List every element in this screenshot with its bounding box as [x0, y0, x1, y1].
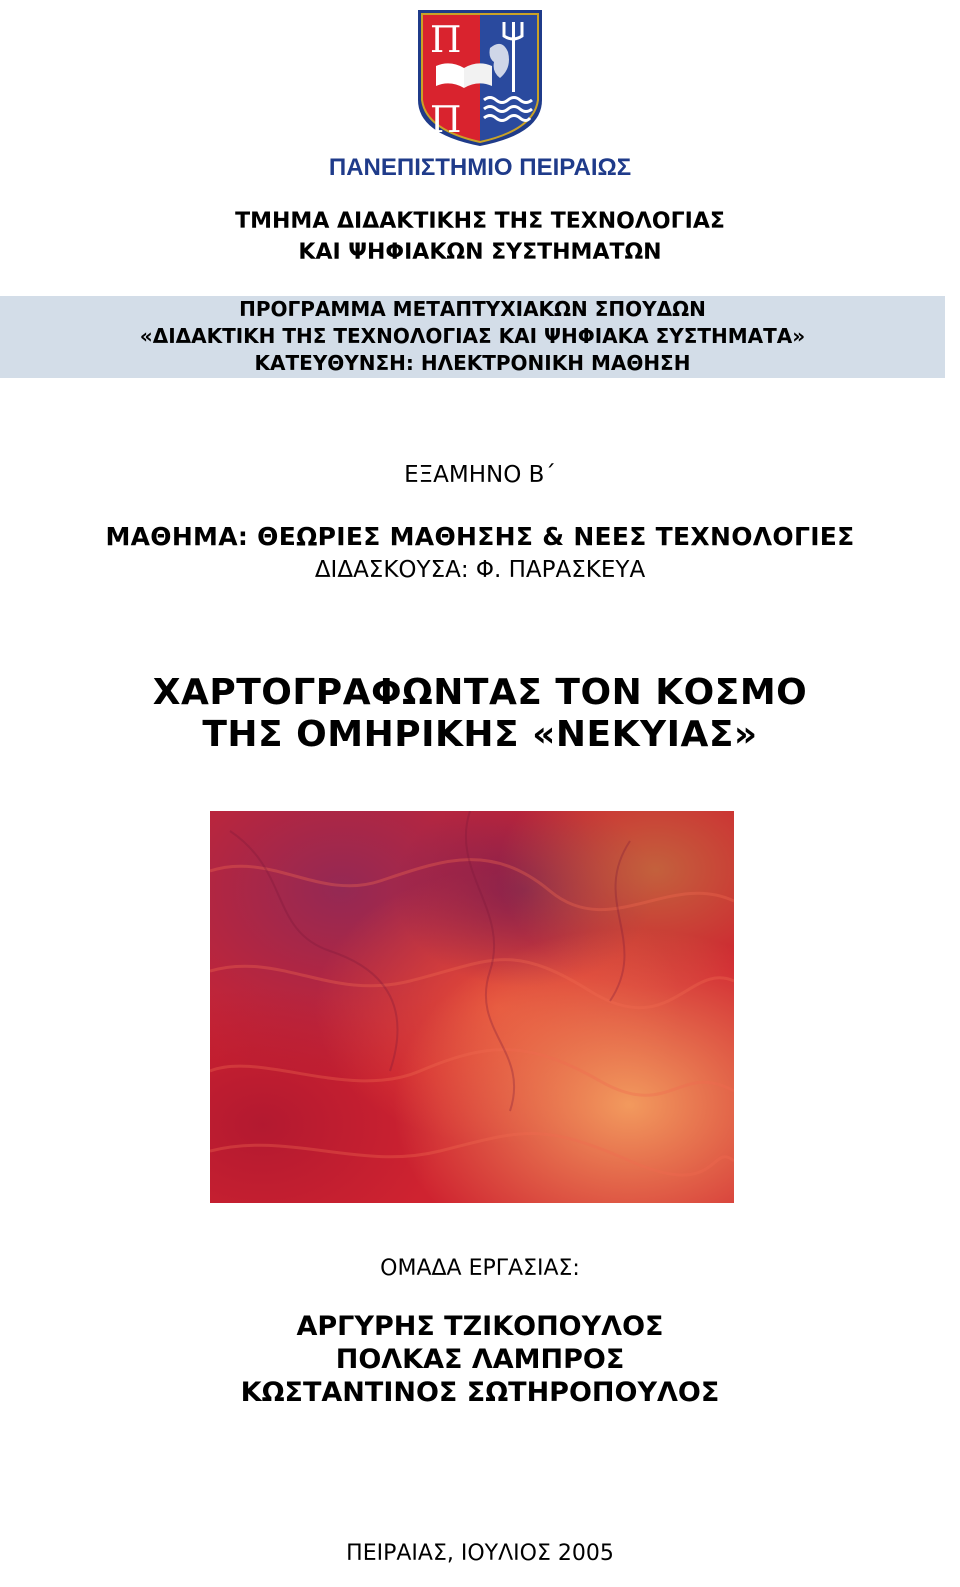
program-line-3: ΚΑΤΕΥΘΥΝΣΗ: ΗΛΕΚΤΡΟΝΙΚΗ ΜΑΘΗΣΗ — [254, 351, 691, 375]
team-member: ΠΟΛΚΑΣ ΛΑΜΠΡΟΣ — [335, 1344, 625, 1375]
program-band — [0, 296, 945, 378]
department-line-2: ΚΑΙ ΨΗΦΙΑΚΩΝ ΣΥΣΤΗΜΑΤΩΝ — [298, 240, 662, 265]
place-date: ΠΕΙΡΑΙΑΣ, ΙΟΥΛΙΟΣ 2005 — [346, 1541, 614, 1566]
team-members — [0, 1310, 960, 1409]
university-logo — [310, 8, 650, 181]
team-member: ΚΩΣΤΑΝΤΙΝΟΣ ΣΩΤΗΡΟΠΟΥΛΟΣ — [240, 1377, 720, 1408]
program-line-1: ΠΡΟΓΡΑΜΜΑ ΜΕΤΑΠΤΥΧΙΑΚΩΝ ΣΠΟΥΔΩΝ — [239, 297, 706, 321]
course-title: ΜΑΘΗΜΑ: ΘΕΩΡΙΕΣ ΜΑΘΗΣΗΣ & ΝΕΕΣ ΤΕΧΝΟΛΟΓΙΕΣ — [105, 522, 855, 551]
team-label: ΟΜΑΔΑ ΕΡΓΑΣΙΑΣ: — [380, 1256, 580, 1281]
abstract-red-texture — [210, 811, 734, 1203]
cover-image — [210, 811, 734, 1203]
team-member: ΑΡΓΥΡΗΣ ΤΖΙΚΟΠΟΥΛΟΣ — [296, 1311, 664, 1342]
document-title — [0, 672, 960, 756]
department-title — [0, 206, 960, 268]
document-title-line-1: ΧΑΡΤΟΓΡΑΦΩΝΤΑΣ ΤΟΝ ΚΟΣΜΟ — [152, 672, 808, 713]
teacher: ΔΙΔΑΣΚΟΥΣΑ: Φ. ΠΑΡΑΣΚΕΥΑ — [314, 557, 646, 583]
crest-icon — [416, 8, 544, 148]
crest-letter-bottom: Π — [430, 100, 462, 141]
program-line-2: «ΔΙΔΑΚΤΙΚΗ ΤΗΣ ΤΕΧΝΟΛΟΓΙΑΣ ΚΑΙ ΨΗΦΙΑΚΑ ΣΥΣΤΗΜΑΤΑ» — [139, 324, 806, 348]
department-line-1: ΤΜΗΜΑ ΔΙΔΑΚΤΙΚΗΣ ΤΗΣ ΤΕΧΝΟΛΟΓΙΑΣ — [235, 209, 725, 234]
semester: ΕΞΑΜΗΝΟ Β΄ — [404, 462, 556, 488]
crest-letter-top: Π — [430, 20, 462, 61]
document-title-line-2: ΤΗΣ ΟΜΗΡΙΚΗΣ «ΝΕΚΥΙΑΣ» — [202, 714, 758, 755]
university-name: ΠΑΝΕΠΙΣΤΗΜΙΟ ΠΕΙΡΑΙΩΣ — [328, 154, 632, 181]
